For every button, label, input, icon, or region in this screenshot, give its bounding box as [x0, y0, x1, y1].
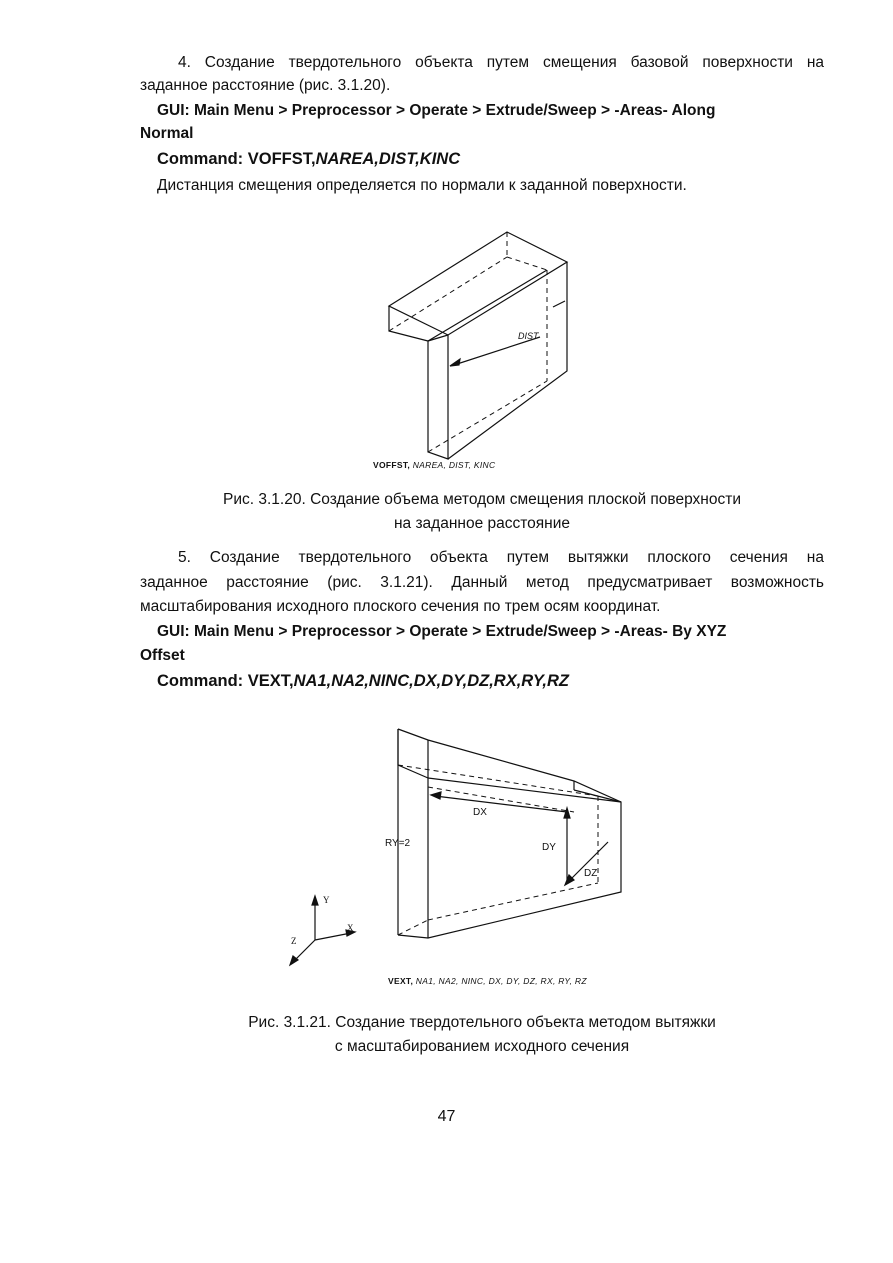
section5-gui-path-line1: GUI: Main Menu > Preprocessor > Operate > Extrude/Sweep > -Areas- By XYZ	[157, 623, 727, 640]
section4-note: Дистанция смещения определяется по нормали к заданной поверхности.	[157, 177, 687, 194]
dz-label: DZ	[584, 868, 598, 879]
figure1-command-args: NAREA, DIST, KINC	[412, 460, 496, 470]
figure2-caption-line2: с масштабированием исходного сечения	[334, 1038, 630, 1055]
section4-paragraph-line2: заданное расстояние (рис. 3.1.20).	[140, 77, 391, 94]
section4-paragraph-line1: 4. Создание твердотельного объекта путем смещения базовой поверхности на	[178, 54, 824, 71]
figure1-command-name: VOFFST,	[373, 460, 411, 470]
page-number: 47	[437, 1108, 456, 1125]
section5-command-prefix: Command: VEXT,	[157, 672, 294, 690]
section4-gui-path-line1: GUI: Main Menu > Preprocessor > Operate > Extrude/Sweep > -Areas- Along	[157, 102, 716, 119]
x-axis-label: X	[347, 923, 354, 933]
section5-paragraph-line3: масштабирования исходного плоского сечения по трем осям координат.	[140, 598, 661, 615]
figure-voffst-diagram	[380, 225, 580, 465]
section5-paragraph-line1: 5. Создание твердотельного объекта путем вытяжки плоского сечения на	[178, 549, 824, 566]
figure1-caption-line2: на заданное расстояние	[393, 515, 571, 532]
figure2-command-name: VEXT,	[388, 976, 414, 986]
voffst-top-face	[389, 232, 567, 335]
section4-command	[157, 148, 824, 170]
x-axis-line	[315, 933, 351, 940]
section4-command-args: NAREA,DIST,KINC	[315, 150, 461, 168]
dx-arrow	[435, 796, 567, 812]
dx-label: DX	[473, 807, 487, 818]
section4-command-prefix: Command: VOFFST,	[157, 150, 316, 168]
figure1-command-label	[373, 460, 495, 470]
dist-label: DIST	[518, 331, 539, 341]
figure2-command-label	[388, 976, 587, 986]
section4-gui-path-line2: Normal	[140, 125, 194, 142]
z-axis-label: Z	[291, 936, 297, 946]
voffst-front-outline	[389, 306, 448, 459]
y-axis-label: Y	[323, 895, 330, 905]
voffst-right-outline	[448, 262, 567, 459]
figure2-caption-line1: Рис. 3.1.21. Создание твердотельного объекта методом вытяжки	[248, 1014, 716, 1031]
figure-vext-diagram	[285, 720, 635, 970]
dist-arrow	[454, 337, 540, 365]
section5-paragraph-line2: заданное расстояние (рис. 3.1.21). Данный метод предусматривает возможность	[140, 574, 824, 591]
dy-label: DY	[542, 842, 556, 853]
ry-label: RY=2	[385, 838, 411, 849]
section5-gui-path-line2: Offset	[140, 647, 185, 664]
section5-command-args: NA1,NA2,NINC,DX,DY,DZ,RX,RY,RZ	[293, 672, 569, 690]
figure1-caption-line1: Рис. 3.1.20. Создание объема методом смещения плоской поверхности	[223, 491, 741, 508]
figure2-command-args: NA1, NA2, NINC, DX, DY, DZ, RX, RY, RZ	[415, 976, 587, 986]
section5-command	[157, 670, 824, 692]
